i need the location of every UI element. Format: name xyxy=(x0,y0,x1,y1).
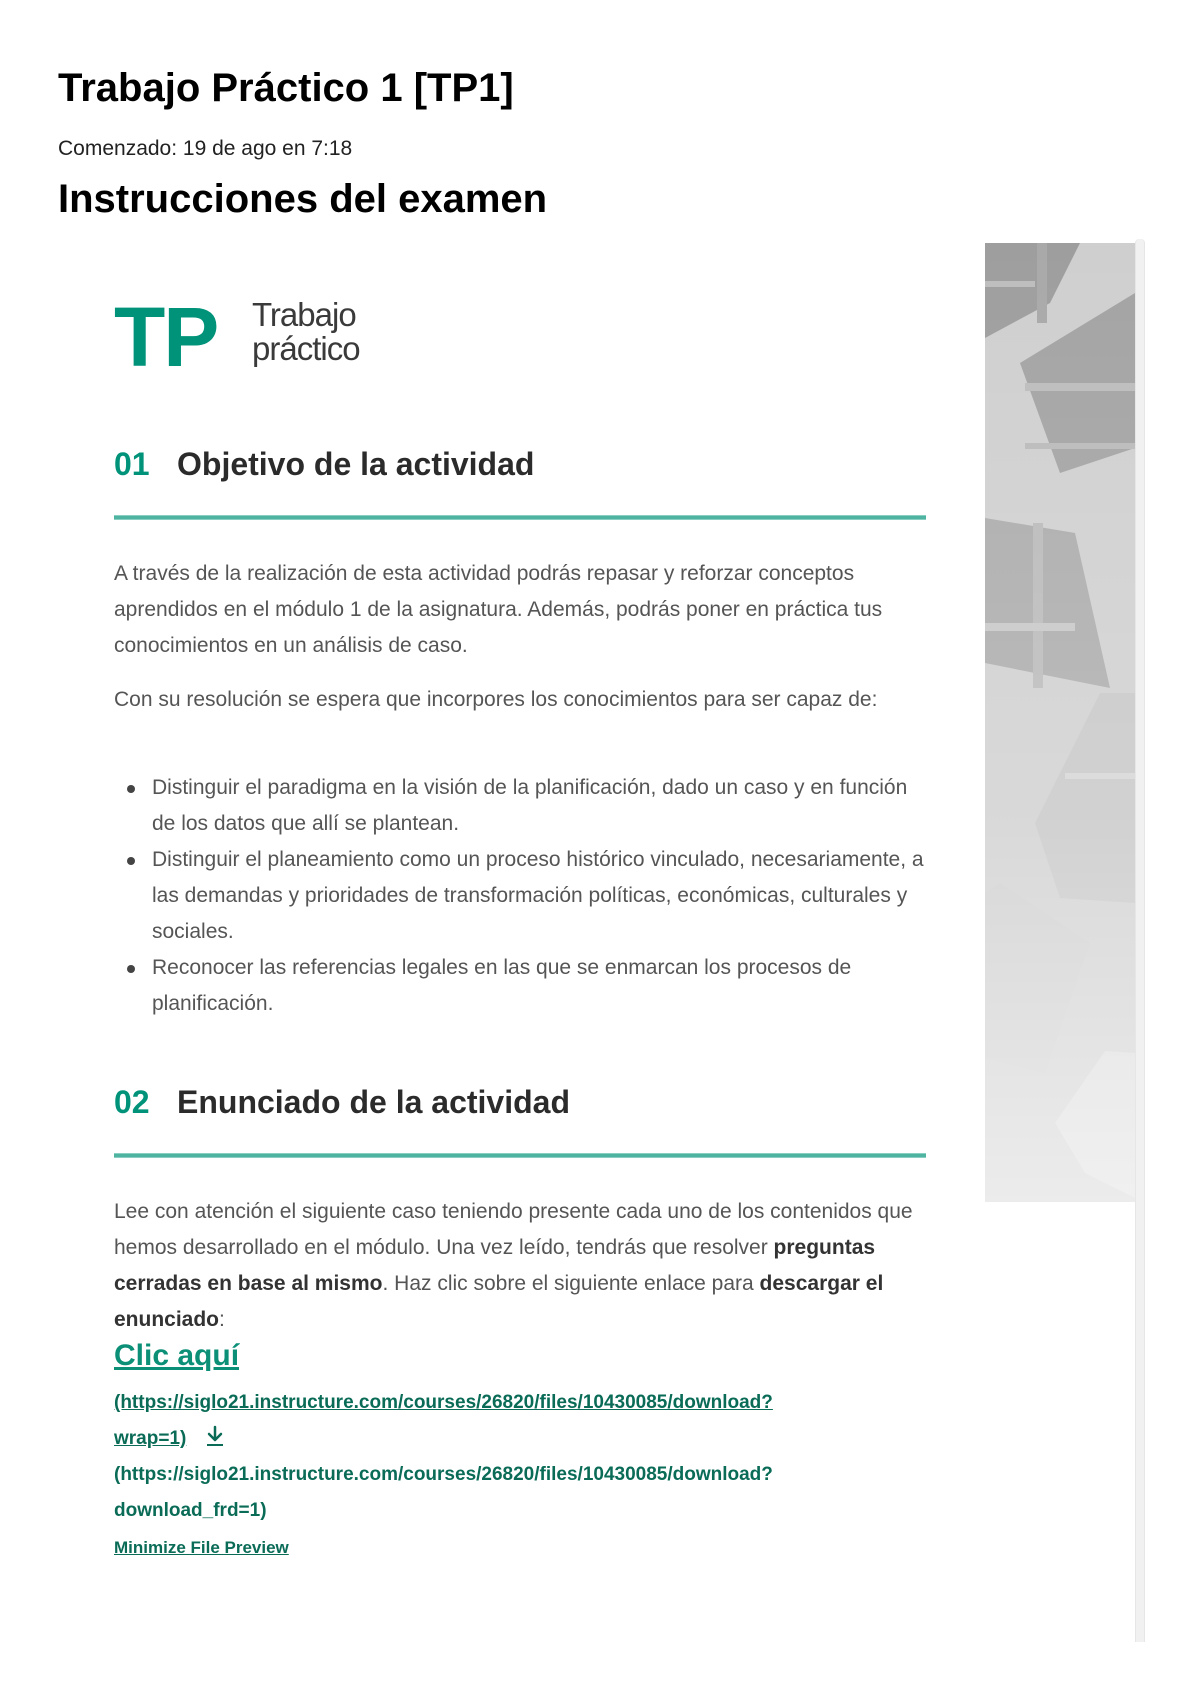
clic-aqui-link[interactable]: Clic aquí xyxy=(114,1339,240,1372)
tp-logo-mark: TP xyxy=(114,290,218,384)
download-url-link[interactable]: (https://siglo21.instructure.com/courses/26820/files/10430085/download? xyxy=(114,1464,773,1485)
tp-logo-text xyxy=(252,298,360,366)
instructions-title: Instrucciones del examen xyxy=(58,177,548,221)
tp-logo-line2: práctico xyxy=(252,330,360,367)
expectation-paragraph: Con su resolución se espera que incorpores los conocimientos para ser capaz de: xyxy=(114,688,878,711)
tp-logo-line1: Trabajo xyxy=(252,296,356,333)
bullet-icon xyxy=(127,785,135,793)
section-divider xyxy=(114,515,926,520)
section-number: 02 xyxy=(114,1084,150,1120)
objective-paragraph: A través de la realización de esta actividad podrás repasar y reforzar conceptos aprendidos en el módulo 1 de la asignatura. Además, podrás poner en práctica tus conocimientos en un análisis de caso. xyxy=(114,562,883,657)
list-item: Distinguir el planeamiento como un proceso histórico vinculado, necesariamente, a las demandas y prioridades de transformación políticas, económicas, culturales y sociales. xyxy=(114,842,926,950)
tp-logo xyxy=(114,290,414,384)
minimize-file-preview-link[interactable]: Minimize File Preview xyxy=(114,1538,289,1557)
section-title: Enunciado de la actividad xyxy=(177,1084,570,1120)
bullet-icon xyxy=(127,857,135,865)
download-url-link-end[interactable]: download_frd=1) xyxy=(114,1500,267,1521)
download-icon[interactable] xyxy=(204,1424,226,1448)
bullet-icon xyxy=(127,965,135,973)
section-title: Objetivo de la actividad xyxy=(177,446,535,482)
vertical-scrollbar[interactable] xyxy=(1135,239,1145,1642)
architecture-photo-icon xyxy=(985,243,1135,1202)
section-heading-enunciado xyxy=(114,1082,926,1142)
list-item: Reconocer las referencias legales en las que se enmarcan los procesos de planificación. xyxy=(114,950,926,1022)
section-heading-objetivo xyxy=(114,444,926,504)
section-number: 01 xyxy=(114,446,150,482)
objectives-list xyxy=(114,770,926,1022)
bold-text: preguntas cerradas en base al mismo xyxy=(114,1236,876,1295)
list-item: Distinguir el paradigma en la visión de la planificación, dado un caso y en función de los datos que allí se plantean. xyxy=(114,770,926,842)
decorative-architecture-image xyxy=(985,243,1135,1202)
bold-text: descargar el enunciado xyxy=(114,1272,884,1331)
preview-url-link-end[interactable]: wrap=1) xyxy=(114,1421,226,1457)
enunciado-paragraph: Lee con atención el siguiente caso teniendo presente cada uno de los contenidos que hemos desarrollado en el módulo. Una vez leído, tendrás que resolver preguntas cerradas en base al mismo. Haz clic sobre el siguiente enlace para descargar el enunciado: xyxy=(114,1200,913,1331)
section-divider xyxy=(114,1153,926,1158)
started-timestamp: Comenzado: 19 de ago en 7:18 xyxy=(58,137,353,160)
page-title: Trabajo Práctico 1 [TP1] xyxy=(58,66,514,110)
preview-url-link[interactable]: (https://siglo21.instructure.com/courses/26820/files/10430085/download? xyxy=(114,1392,773,1413)
